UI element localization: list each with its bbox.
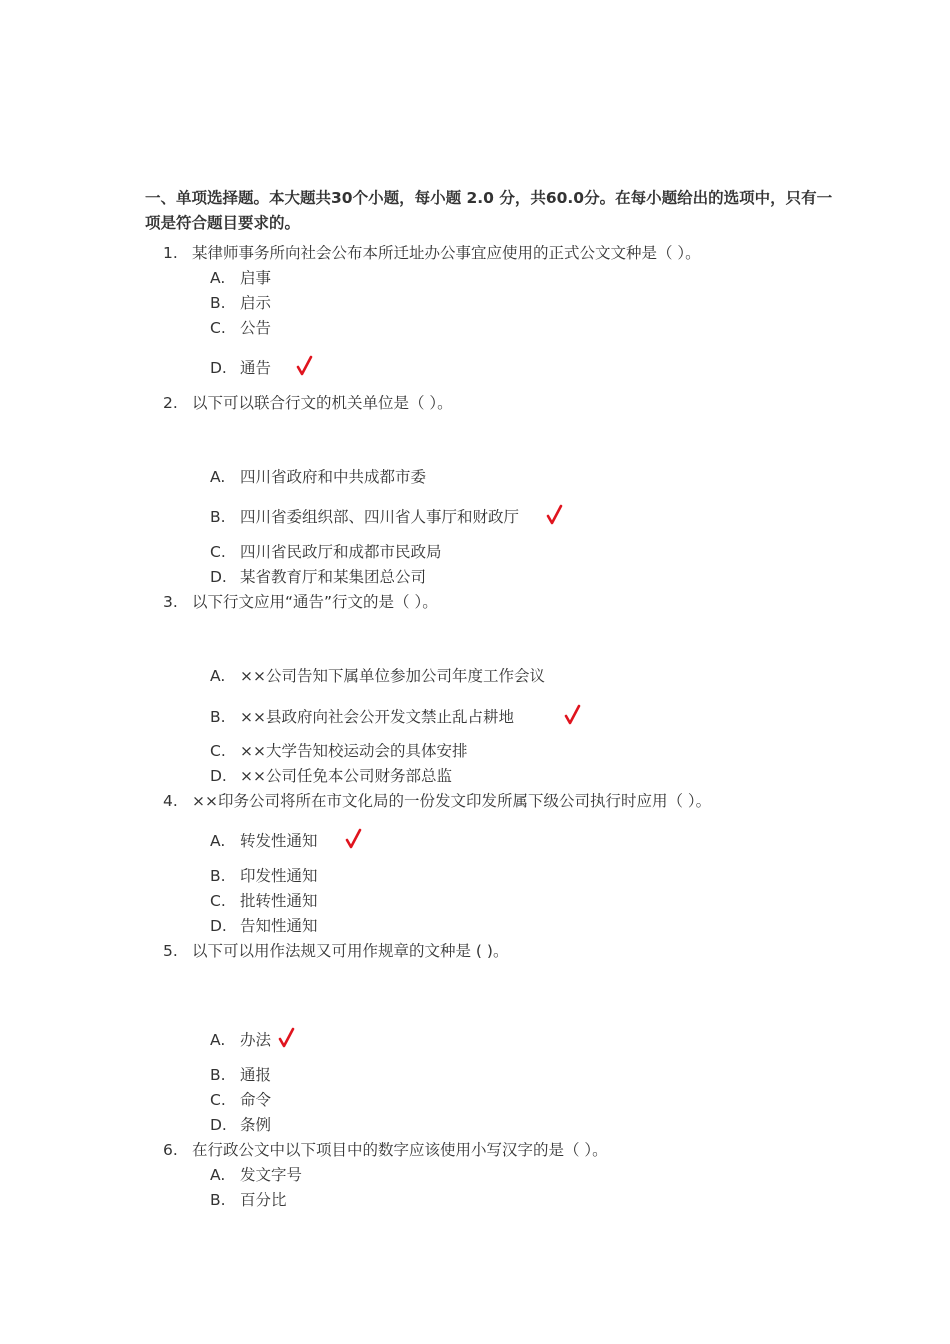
option-letter: D. — [210, 359, 227, 377]
option-text: 批转性通知 — [240, 892, 318, 910]
option-letter: C. — [210, 319, 226, 337]
question-text: 在行政公文中以下项目中的数字应该使用小写汉字的是（ ）。 — [192, 1141, 608, 1159]
option-text: 四川省政府和中共成都市委 — [240, 468, 427, 486]
option-letter: A. — [210, 832, 226, 850]
option-letter: B. — [210, 708, 226, 726]
question-number: 4. — [163, 792, 178, 810]
red-checkmark-icon — [564, 704, 582, 726]
option-text: 百分比 — [240, 1191, 287, 1209]
option-letter: B. — [210, 867, 226, 885]
option-text: 印发性通知 — [240, 867, 318, 885]
option-letter: A. — [210, 1166, 226, 1184]
question-text: 以下可以联合行文的机关单位是（ ）。 — [192, 394, 453, 412]
option-letter: D. — [210, 568, 227, 586]
question-text: 以下可以用作法规又可用作规章的文种是 ( )。 — [192, 942, 509, 960]
option-letter: C. — [210, 892, 226, 910]
option-text: 某省教育厅和某集团总公司 — [240, 568, 427, 586]
question-number: 2. — [163, 394, 178, 412]
option-text: 条例 — [240, 1116, 272, 1134]
option-letter: B. — [210, 1191, 226, 1209]
option-letter: B. — [210, 294, 226, 312]
option-text: 启示 — [240, 294, 272, 312]
question-number: 6. — [163, 1141, 178, 1159]
question-text: ××印务公司将所在市文化局的一份发文印发所属下级公司执行时应用（ ）。 — [192, 792, 712, 810]
option-text: 转发性通知 — [240, 832, 318, 850]
option-letter: B. — [210, 508, 226, 526]
question-text: 以下行文应用“通告”行文的是（ ）。 — [192, 593, 438, 611]
red-checkmark-icon — [546, 504, 564, 526]
option-letter: A. — [210, 269, 226, 287]
option-text: 通告 — [240, 359, 272, 377]
option-letter: D. — [210, 767, 227, 785]
option-letter: D. — [210, 917, 227, 935]
option-letter: C. — [210, 543, 226, 561]
option-letter: A. — [210, 468, 226, 486]
option-text: 启事 — [240, 269, 272, 287]
option-text: 发文字号 — [240, 1166, 303, 1184]
red-checkmark-icon — [296, 355, 314, 377]
question-number: 5. — [163, 942, 178, 960]
option-letter: C. — [210, 1091, 226, 1109]
option-text: 办法 — [240, 1031, 272, 1049]
option-text: 四川省民政厅和成都市民政局 — [240, 543, 442, 561]
option-text: ××公司告知下属单位参加公司年度工作会议 — [240, 667, 545, 685]
option-text: 通报 — [240, 1066, 272, 1084]
option-letter: A. — [210, 667, 226, 685]
option-text: 告知性通知 — [240, 917, 318, 935]
option-letter: C. — [210, 742, 226, 760]
section-heading: 一、单项选择题。本大题共30个小题，每小题 2.0 分，共60.0分。在每小题给出的选项中，只有一项是符合题目要求的。 — [145, 189, 833, 232]
option-text: ××县政府向社会公开发文禁止乱占耕地 — [240, 708, 514, 726]
option-text: ××大学告知校运动会的具体安排 — [240, 742, 468, 760]
question-number: 3. — [163, 593, 178, 611]
option-text: 命令 — [240, 1091, 272, 1109]
question-number: 1. — [163, 244, 178, 262]
option-letter: D. — [210, 1116, 227, 1134]
option-letter: A. — [210, 1031, 226, 1049]
option-text: 公告 — [240, 319, 272, 337]
option-text: ××公司任免本公司财务部总监 — [240, 767, 452, 785]
option-letter: B. — [210, 1066, 226, 1084]
question-text: 某律师事务所向社会公布本所迁址办公事宜应使用的正式公文文种是（ ）。 — [192, 244, 701, 262]
option-text: 四川省委组织部、四川省人事厅和财政厅 — [240, 508, 520, 526]
red-checkmark-icon — [345, 828, 363, 850]
red-checkmark-icon — [278, 1027, 296, 1049]
